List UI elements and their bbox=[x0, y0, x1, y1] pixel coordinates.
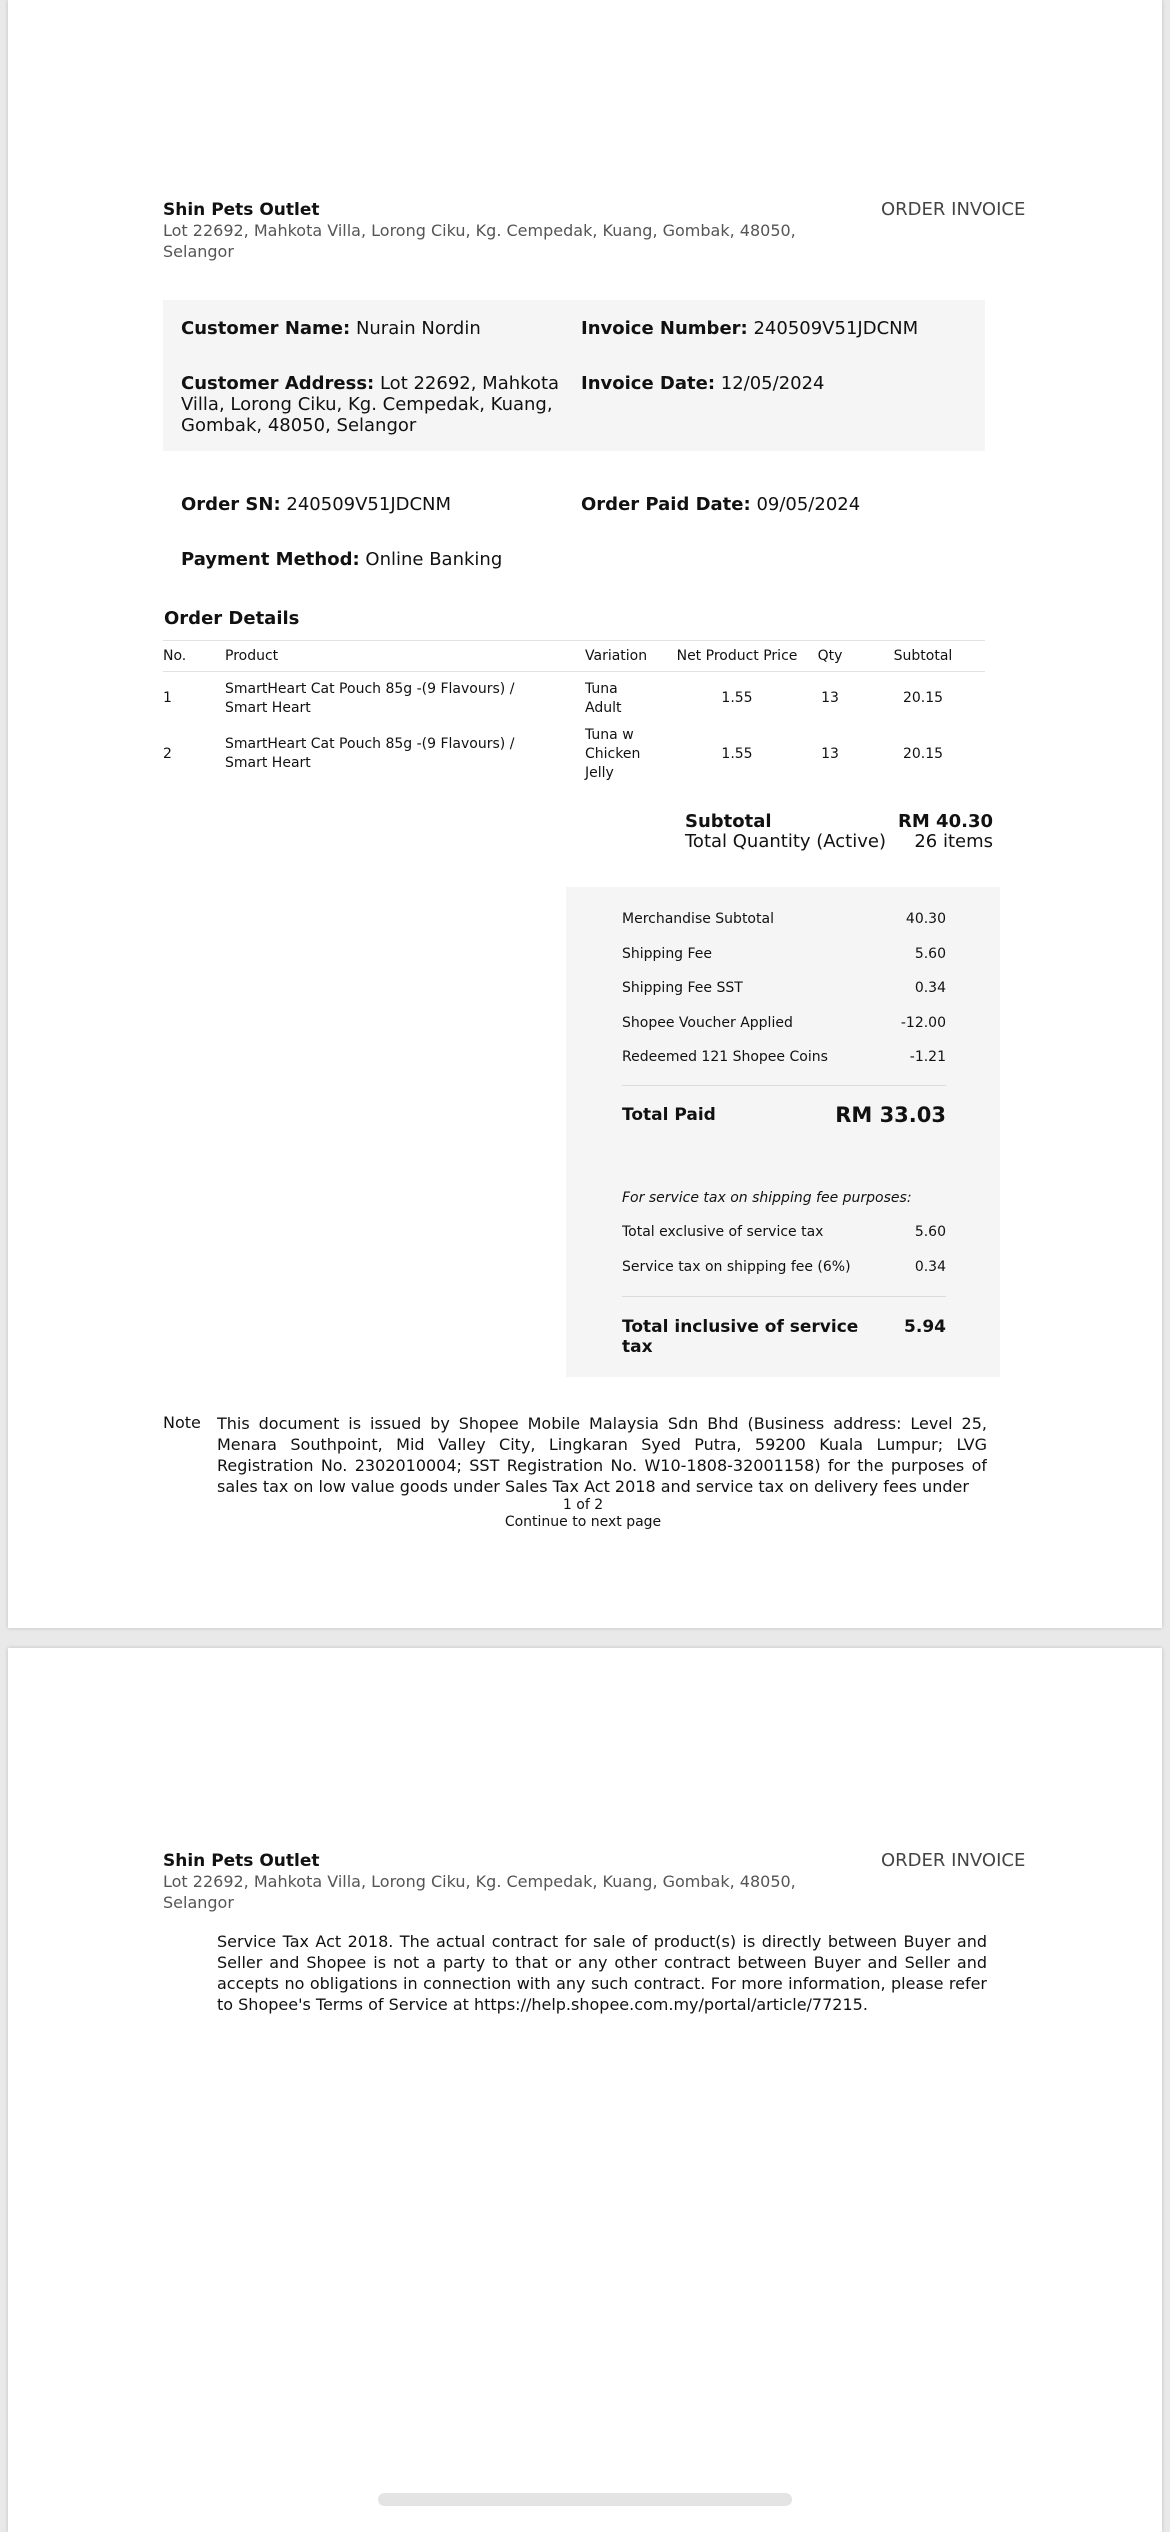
document-type: ORDER INVOICE bbox=[881, 1850, 1026, 1871]
summary-row bbox=[622, 1015, 946, 1031]
summary-divider bbox=[622, 1085, 946, 1086]
col-subtotal: Subtotal bbox=[861, 641, 985, 672]
document-type: ORDER INVOICE bbox=[881, 199, 1026, 220]
continue-next-page: Continue to next page bbox=[504, 1514, 662, 1530]
order-items-table bbox=[163, 640, 985, 783]
row-variation: Tuna Adult bbox=[585, 680, 622, 716]
order-paid-date bbox=[581, 494, 860, 515]
payment-summary-box bbox=[566, 887, 1000, 1377]
shop-address: Lot 22692, Mahkota Villa, Lorong Ciku, Kg. Cempedak, Kuang, Gombak, 48050, Selangor bbox=[163, 1872, 796, 1912]
total-paid-row bbox=[622, 1103, 946, 1127]
home-indicator[interactable] bbox=[378, 2493, 792, 2506]
note-text-part1: This document is issued by Shopee Mobile Malaysia Sdn Bhd (Business address: Level 25, Menara Southpoint, Mid Valley City, Lingkaran Syed Putra, 59200 Kuala Lumpur; LVG Registration No. 2302010004; SST Registration No. W10-1808-32001158) for the purposes of sales tax on low value goods under Sales Tax Act 2018 and service tax on delivery fees under bbox=[217, 1414, 987, 1496]
col-product: Product bbox=[225, 641, 585, 672]
col-no: No. bbox=[163, 641, 225, 672]
order-details-title: Order Details bbox=[164, 608, 300, 629]
customer-name-label: Customer Name: bbox=[181, 318, 351, 339]
summary-label: Merchandise Subtotal bbox=[622, 911, 774, 927]
tax-label: Service tax on shipping fee (6%) bbox=[622, 1259, 851, 1275]
summary-label: Shipping Fee bbox=[622, 946, 713, 962]
customer-address-value: Lot 22692, Mahkota Villa, Lorong Ciku, Kg. Cempedak, Kuang, Gombak, 48050, Selangor bbox=[181, 373, 560, 436]
tax-value: 0.34 bbox=[914, 1259, 946, 1275]
table-header-row bbox=[163, 641, 985, 672]
invoice-date-value: 12/05/2024 bbox=[720, 373, 825, 394]
summary-value: 5.60 bbox=[914, 946, 946, 962]
total-inclusive-value: 5.94 bbox=[904, 1317, 946, 1337]
customer-name bbox=[181, 318, 561, 339]
row-variation: Tuna w Chicken Jelly bbox=[585, 726, 641, 781]
shop-name: Shin Pets Outlet bbox=[163, 200, 320, 220]
summary-row bbox=[622, 1049, 946, 1065]
order-paid-date-value: 09/05/2024 bbox=[756, 494, 861, 515]
tax-label: Total exclusive of service tax bbox=[622, 1224, 824, 1240]
customer-address-label: Customer Address: bbox=[181, 373, 375, 394]
col-variation: Variation bbox=[585, 641, 675, 672]
invoice-page-1 bbox=[8, 0, 1162, 1628]
order-paid-date-label: Order Paid Date: bbox=[581, 494, 751, 515]
summary-label: Shipping Fee SST bbox=[622, 980, 743, 996]
row-no: 2 bbox=[163, 745, 172, 762]
summary-value: -1.21 bbox=[909, 1049, 946, 1065]
total-inclusive-row bbox=[622, 1317, 946, 1357]
summary-value: 0.34 bbox=[914, 980, 946, 996]
row-no: 1 bbox=[163, 690, 172, 707]
shop-name: Shin Pets Outlet bbox=[163, 1851, 320, 1871]
row-subtotal: 20.15 bbox=[902, 745, 944, 762]
invoice-date-label: Invoice Date: bbox=[581, 373, 716, 394]
col-qty: Qty bbox=[799, 641, 861, 672]
subtotal-value: RM 40.30 bbox=[898, 811, 993, 832]
summary-label: Shopee Voucher Applied bbox=[622, 1015, 793, 1031]
customer-name-value: Nurain Nordin bbox=[355, 318, 481, 339]
page-number: 1 of 2 bbox=[562, 1497, 604, 1513]
table-row bbox=[163, 726, 985, 783]
row-qty: 13 bbox=[821, 690, 839, 707]
total-quantity-value: 26 items bbox=[914, 831, 993, 852]
invoice-number bbox=[581, 318, 971, 339]
shop-address: Lot 22692, Mahkota Villa, Lorong Ciku, Kg. Cempedak, Kuang, Gombak, 48050, Selangor bbox=[163, 221, 796, 261]
invoice-number-label: Invoice Number: bbox=[581, 318, 748, 339]
order-sn bbox=[181, 494, 451, 515]
order-sn-label: Order SN: bbox=[181, 494, 281, 515]
total-paid-label: Total Paid bbox=[622, 1105, 716, 1125]
customer-address bbox=[181, 373, 566, 436]
summary-value: -12.00 bbox=[900, 1015, 946, 1031]
note-clip bbox=[217, 1413, 987, 1497]
total-inclusive-label: Total inclusive of service tax bbox=[622, 1317, 859, 1357]
tax-value: 5.60 bbox=[914, 1224, 946, 1240]
service-tax-note-text: For service tax on shipping fee purposes: bbox=[622, 1190, 912, 1206]
subtotal-label: Subtotal bbox=[685, 811, 772, 832]
invoice-page-2 bbox=[8, 1648, 1162, 2532]
tax-row bbox=[622, 1224, 946, 1240]
note-text-part2: Service Tax Act 2018. The actual contract for sale of product(s) is directly between Buyer and Seller and Shopee is not a party to that or any other contract between Buyer and Seller and accepts no obligations in connection with any such contract. For more information, please refer to Shopee's Terms of Service at https://help.shopee.com.my/portal/article/77215. bbox=[217, 1932, 987, 2014]
summary-value: 40.30 bbox=[905, 911, 946, 927]
summary-row bbox=[622, 911, 946, 927]
row-price: 1.55 bbox=[721, 745, 753, 762]
invoice-date bbox=[581, 373, 971, 394]
summary-label: Redeemed 121 Shopee Coins bbox=[622, 1049, 828, 1065]
total-quantity-label: Total Quantity (Active) bbox=[685, 831, 886, 852]
row-product: SmartHeart Cat Pouch 85g -(9 Flavours) / Smart Heart bbox=[225, 680, 515, 716]
total-paid-value: RM 33.03 bbox=[835, 1103, 946, 1127]
row-subtotal: 20.15 bbox=[902, 690, 944, 707]
summary-divider bbox=[622, 1296, 946, 1297]
summary-row bbox=[622, 980, 946, 996]
note-label: Note bbox=[163, 1413, 201, 1432]
col-net-price: Net Product Price bbox=[675, 641, 799, 672]
payment-method-value: Online Banking bbox=[365, 549, 503, 570]
invoice-number-value: 240509V51JDCNM bbox=[753, 318, 919, 339]
payment-method-label: Payment Method: bbox=[181, 549, 360, 570]
table-row bbox=[163, 672, 985, 726]
service-tax-note bbox=[622, 1190, 946, 1206]
row-product: SmartHeart Cat Pouch 85g -(9 Flavours) / Smart Heart bbox=[225, 736, 515, 771]
row-qty: 13 bbox=[821, 745, 839, 762]
customer-invoice-info-box bbox=[163, 300, 985, 451]
order-sn-value: 240509V51JDCNM bbox=[286, 494, 452, 515]
summary-row bbox=[622, 946, 946, 962]
row-price: 1.55 bbox=[721, 690, 753, 707]
payment-method bbox=[181, 549, 502, 570]
tax-row bbox=[622, 1259, 946, 1275]
